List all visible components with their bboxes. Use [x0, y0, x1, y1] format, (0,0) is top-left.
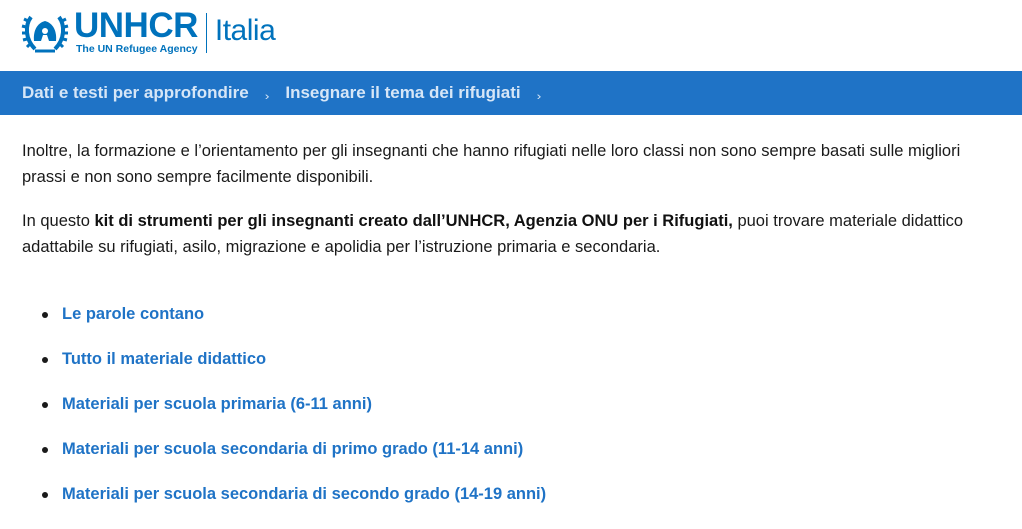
breadcrumb-item-dati[interactable]: Dati e testi per approfondire — [22, 83, 249, 102]
chevron-right-icon: › — [264, 89, 270, 103]
toolkit-text-suffix: puoi trovare materiale didattico adattabile su rifugiati, asilo, migrazione e apolidia per l’istruzione primaria e secondaria. — [22, 212, 964, 256]
country-label: Italia — [214, 14, 276, 47]
list-item — [22, 292, 546, 337]
toolkit-text-bold: kit di strumenti per gli insegnanti creato dall’UNHCR, Agenzia ONU per i Rifugiati, — [94, 212, 733, 230]
breadcrumb-item-insegnare[interactable]: Insegnare il tema dei rifugiati — [285, 83, 521, 102]
toolkit-text-prefix: In questo — [22, 212, 95, 230]
toolkit-paragraph — [22, 208, 997, 260]
brand-tagline: The UN Refugee Agency — [76, 43, 198, 55]
list-item — [22, 382, 546, 427]
main-content — [22, 138, 997, 278]
bullet-icon — [42, 312, 48, 318]
bullet-icon — [42, 402, 48, 408]
link-scuola-primaria[interactable]: Materiali per scuola primaria (6-11 anni) — [62, 395, 372, 413]
link-secondaria-secondo-grado[interactable]: Materiali per scuola secondaria di secondo grado (14-19 anni) — [62, 485, 547, 503]
unhcr-emblem-icon — [21, 11, 69, 55]
logo-divider — [206, 13, 207, 53]
chevron-right-icon: › — [536, 89, 542, 103]
link-secondaria-primo-grado[interactable]: Materiali per scuola secondaria di primo grado (11-14 anni) — [62, 440, 524, 458]
bullet-icon — [42, 492, 48, 498]
link-le-parole-contano[interactable]: Le parole contano — [62, 305, 205, 323]
wordmark — [74, 6, 198, 55]
site-header — [0, 0, 1022, 71]
intro-paragraph: Inoltre, la formazione e l’orientamento per gli insegnanti che hanno rifugiati nelle loro classi non sono sempre basati sulle migliori prassi e non sono sempre facilmente disponibili. — [22, 142, 961, 186]
bullet-icon — [42, 357, 48, 363]
bullet-icon — [42, 447, 48, 453]
list-item — [22, 337, 546, 382]
brand-name: UNHCR — [74, 6, 198, 45]
breadcrumb — [0, 71, 1022, 115]
link-tutto-il-materiale[interactable]: Tutto il materiale didattico — [62, 350, 267, 368]
list-item — [22, 427, 546, 472]
unhcr-logo-link[interactable] — [21, 6, 276, 55]
resource-links-list — [22, 292, 546, 517]
list-item — [22, 472, 546, 517]
